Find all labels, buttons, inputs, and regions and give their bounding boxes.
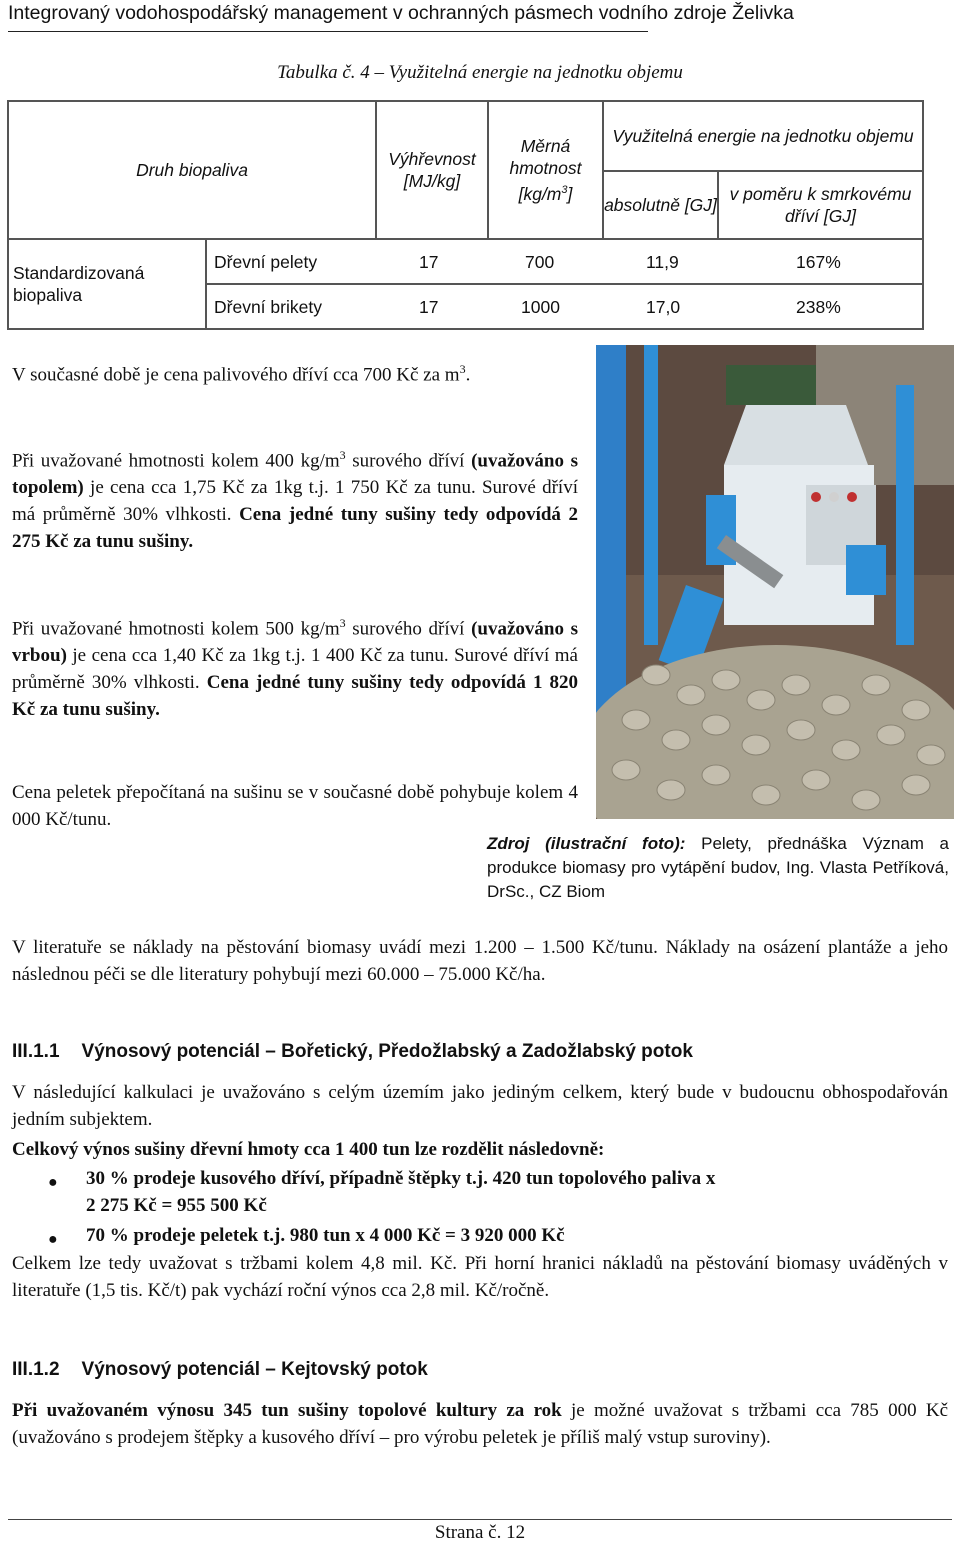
th-merna-hmotnost [488,101,603,239]
bullet-icon: ● [48,1231,58,1248]
table-row [206,239,923,284]
th-druh: Druh biopaliva [8,101,376,239]
th-pomer: v poměru k smrkovému dříví [GJ] [718,171,923,239]
section-title: Výnosový potenciál – Bořetický, Předožlabský a Zadožlabský potok [81,1041,693,1062]
pellet-machine-photo [596,345,954,819]
paragraph-firewood-price: V současné době je cena palivového dříví cca 700 Kč za $m^3$. [12,362,471,386]
table-caption: Tabulka č. 4 – Využitelná energie na jednotku objemu [277,62,683,83]
paragraph-pellet-price: Cena peletek přepočítaná na sušinu se v současné době pohybuje kolem 4 000 Kč/tunu. [12,782,578,830]
section1-summary: Celkem lze tedy uvažovat s tržbami kolem 4,8 mil. Kč. Při horní hranici nákladů na pěstování biomasy uváděných v literatuře (1,5 tis. Kč/t) pak vychází roční výnos cca 2,8 mil. Kč/ročně. [12,1253,948,1301]
th-energie: Využitelná energie na jednotku objemu [603,101,923,171]
section2-paragraph: Při uvažovaném výnosu 345 tun sušiny topolové kultury za rok je možné uvažovat s tržbami cca 785 000 Kč (uvažováno s prodejem štěpky a kusového dříví – pro výrobu peletek je příliš malý vstup suroviny). [12,1400,948,1448]
section-number: III.1.2 [12,1359,60,1380]
th-merna-unit: $[kg/m^3]$ [518,183,573,204]
section1-bold-line: Celkový výnos sušiny dřevní hmoty cca 1 400 tun lze rozdělit následovně: [12,1139,605,1160]
row-vyhrevnost: 17 [419,296,439,317]
row-hmotnost: 700 [525,251,555,272]
th-absolutne: absolutně [GJ] [603,171,718,239]
row-pomer: 238% [796,296,841,317]
page-number: Strana č. 12 [434,1522,526,1543]
paragraph-poplar: Při uvažované hmotnosti kolem 400 $kg/m^3$ surového dříví (uvažováno s topolem) je cena cca 1,75 Kč za 1kg t.j. 1 750 Kč za tunu. Surové dříví má průměrně 30% vlhkosti. Cena jedné tuny sušiny tedy odpovídá 2 275 Kč za tunu sušiny. [12,448,578,553]
row-absolutne: 11,9 [646,251,679,272]
page-header: Integrovaný vodohospodářský management v ochranných pásmech vodního zdroje Želivka [8,2,794,24]
row-name: Dřevní pelety [214,251,318,272]
bullet-icon: ● [48,1174,58,1191]
footer-divider [8,1519,952,1520]
row-vyhrevnost: 17 [419,251,439,272]
th-vyhrevnost: Výhřevnost [MJ/kg] [376,101,488,239]
row-pomer: 167% [796,251,841,272]
section1-intro: V následující kalkulaci je uvažováno s celým územím jako jediným celkem, který bude v budoucnu obhospodařován jedním subjektem. [12,1082,948,1130]
section-title: Výnosový potenciál – Kejtovský potok [81,1359,428,1380]
header-divider [8,31,648,32]
group-label: Standardizovaná biopaliva [8,239,206,329]
paragraph-willow: Při uvažované hmotnosti kolem 500 $kg/m^3$ surového dříví (uvažováno s vrbou) je cena cca 1,40 Kč za 1kg t.j. 1 400 Kč za tunu. Surové dříví má průměrně 30% vlhkosti. Cena jedné tuny sušiny tedy odpovídá 1 820 Kč za tunu sušiny. [12,616,578,721]
th-merna-label: Měrná hmotnost [509,136,582,179]
row-absolutne: 17,0 [646,296,681,317]
energy-table [7,100,924,330]
photo-source-note: Zdroj (ilustrační foto): Pelety, přednáška Význam a produkce biomasy pro vytápění budov, Ing. Vlasta Petříková, DrSc., CZ Biom [487,834,950,901]
section-heading-2 [12,1359,948,1381]
row-name: Dřevní brikety [214,296,322,317]
list-item: ● 30 % prodeje kusového dříví, případně štěpky t.j. 420 tun topolového paliva x 2 275 Kč = 955 500 Kč [48,1168,716,1216]
section-heading-1 [12,1041,948,1063]
paragraph-literature: V literatuře se náklady na pěstování biomasy uvádí mezi 1.200 – 1.500 Kč/tunu. Náklady na osázení plantáže a jeho následnou péči se dle literatury pohybují mezi 60.000 – 75.000 Kč/ha. [12,937,948,985]
row-hmotnost: 1000 [521,296,560,317]
table-row [206,284,923,329]
list-item: ● 70 % prodeje peletek t.j. 980 tun x 4 000 Kč = 3 920 000 Kč [12,1222,948,1249]
section-number: III.1.1 [12,1041,60,1062]
